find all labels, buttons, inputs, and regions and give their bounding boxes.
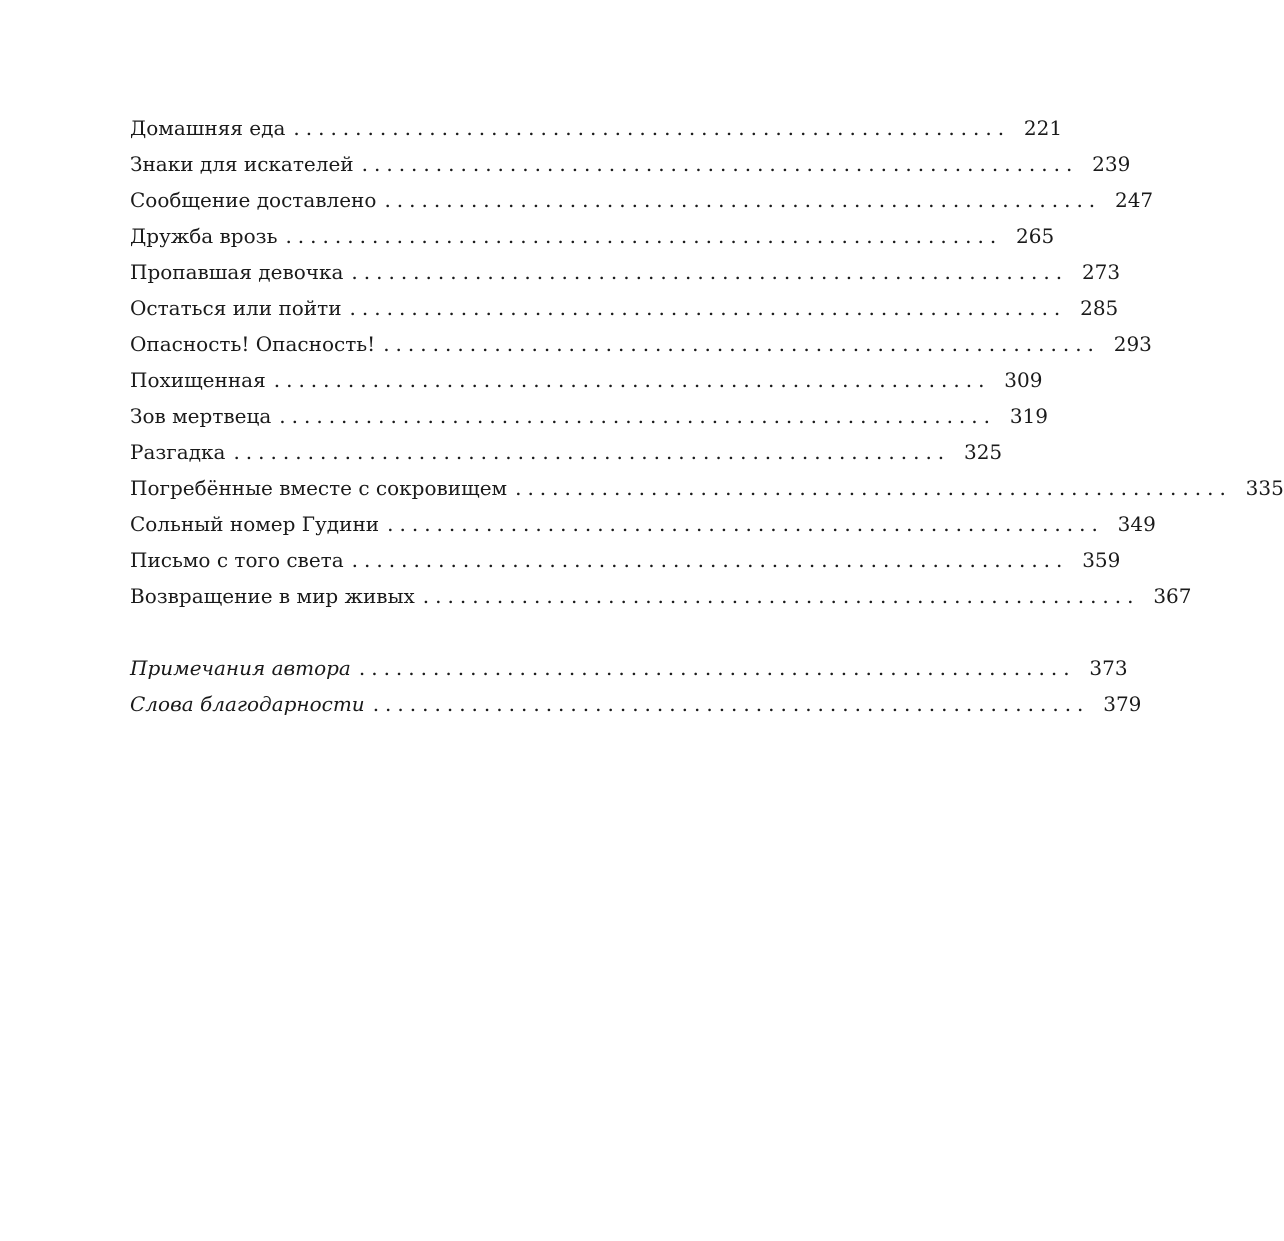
- toc-entry-title: Домашняя еда: [130, 116, 286, 140]
- dot-leader: ..........................................................: [383, 332, 1100, 356]
- toc-entry-page: 247: [1114, 188, 1154, 212]
- dot-leader: ..........................................................: [387, 512, 1104, 536]
- dot-leader: ..........................................................: [351, 548, 1069, 572]
- toc-entry-page: 221: [1023, 116, 1063, 140]
- toc-entry-page: 319: [1009, 404, 1048, 428]
- toc-entry: [130, 470, 1284, 506]
- toc-entry-title: Дружба врозь: [130, 224, 278, 248]
- toc-entry-title: Зов мертвеца: [130, 404, 272, 428]
- toc-entry: [130, 398, 1048, 434]
- toc-entry-title: Похищенная: [130, 368, 266, 392]
- toc-entry-title: Знаки для искателей: [130, 152, 354, 176]
- dot-leader: ..........................................................: [349, 296, 1067, 320]
- toc-entry-title: Разгадка: [130, 440, 226, 464]
- toc-entry-page: 349: [1117, 512, 1156, 536]
- toc-entry-title: Письмо с того света: [130, 548, 344, 572]
- toc-entry-page: 379: [1103, 692, 1142, 716]
- dot-leader: ..........................................................: [372, 692, 1090, 716]
- section-spacer: [130, 614, 679, 650]
- toc-entry-title: Погребённые вместе с сокровищем: [130, 476, 508, 500]
- toc-entry: [130, 434, 1003, 470]
- toc-entry-page: 359: [1082, 548, 1121, 572]
- toc-entry-page: 373: [1089, 656, 1128, 680]
- dot-leader: ..........................................................: [358, 656, 1076, 680]
- dot-leader: ..........................................................: [233, 440, 951, 464]
- dot-leader: ..........................................................: [285, 224, 1003, 248]
- toc-entry: [130, 182, 1154, 218]
- toc-entry-title: Примечания автора: [130, 656, 351, 680]
- dot-leader: ..........................................................: [384, 188, 1102, 212]
- toc-entry-page: 309: [1004, 368, 1043, 392]
- table-of-contents: [130, 110, 1284, 722]
- toc-entry: [130, 110, 1063, 146]
- toc-entry: [130, 362, 1043, 398]
- toc-entry-title: Опасность! Опасность!: [130, 332, 376, 356]
- toc-entry-page: 273: [1081, 260, 1121, 284]
- toc-entry: [130, 254, 1121, 290]
- toc-entry-page: 325: [963, 440, 1003, 464]
- toc-entry-title: Сообщение доставлено: [130, 188, 377, 212]
- toc-entry-page: 239: [1092, 152, 1131, 176]
- toc-entry-back-matter: [130, 650, 1128, 686]
- toc-entry: [130, 218, 1055, 254]
- dot-leader: ..........................................................: [361, 152, 1079, 176]
- toc-entry: [130, 578, 1192, 614]
- toc-entry: [130, 146, 1131, 182]
- dot-leader: ..........................................................: [279, 404, 996, 428]
- dot-leader: ..........................................................: [422, 584, 1140, 608]
- toc-entry-back-matter: [130, 686, 1142, 722]
- toc-entry: [130, 326, 1152, 362]
- toc-entry-title: Пропавшая девочка: [130, 260, 344, 284]
- dot-leader: ..........................................................: [293, 116, 1011, 140]
- toc-entry-title: Остаться или пойти: [130, 296, 342, 320]
- toc-entry: [130, 506, 1156, 542]
- toc-entry: [130, 290, 1119, 326]
- toc-entry-page: 367: [1153, 584, 1192, 608]
- toc-entry-page: 293: [1113, 332, 1152, 356]
- dot-leader: ..........................................................: [515, 476, 1232, 500]
- toc-entry-title: Возвращение в мир живых: [130, 584, 415, 608]
- toc-entry: [130, 542, 1121, 578]
- toc-entry-page: 265: [1016, 224, 1055, 248]
- toc-entry-title: Слова благодарности: [130, 692, 365, 716]
- toc-entry-page: 335: [1245, 476, 1284, 500]
- dot-leader: ..........................................................: [351, 260, 1069, 284]
- dot-leader: ..........................................................: [273, 368, 991, 392]
- toc-entry-title: Сольный номер Гудини: [130, 512, 380, 536]
- toc-entry-page: 285: [1080, 296, 1119, 320]
